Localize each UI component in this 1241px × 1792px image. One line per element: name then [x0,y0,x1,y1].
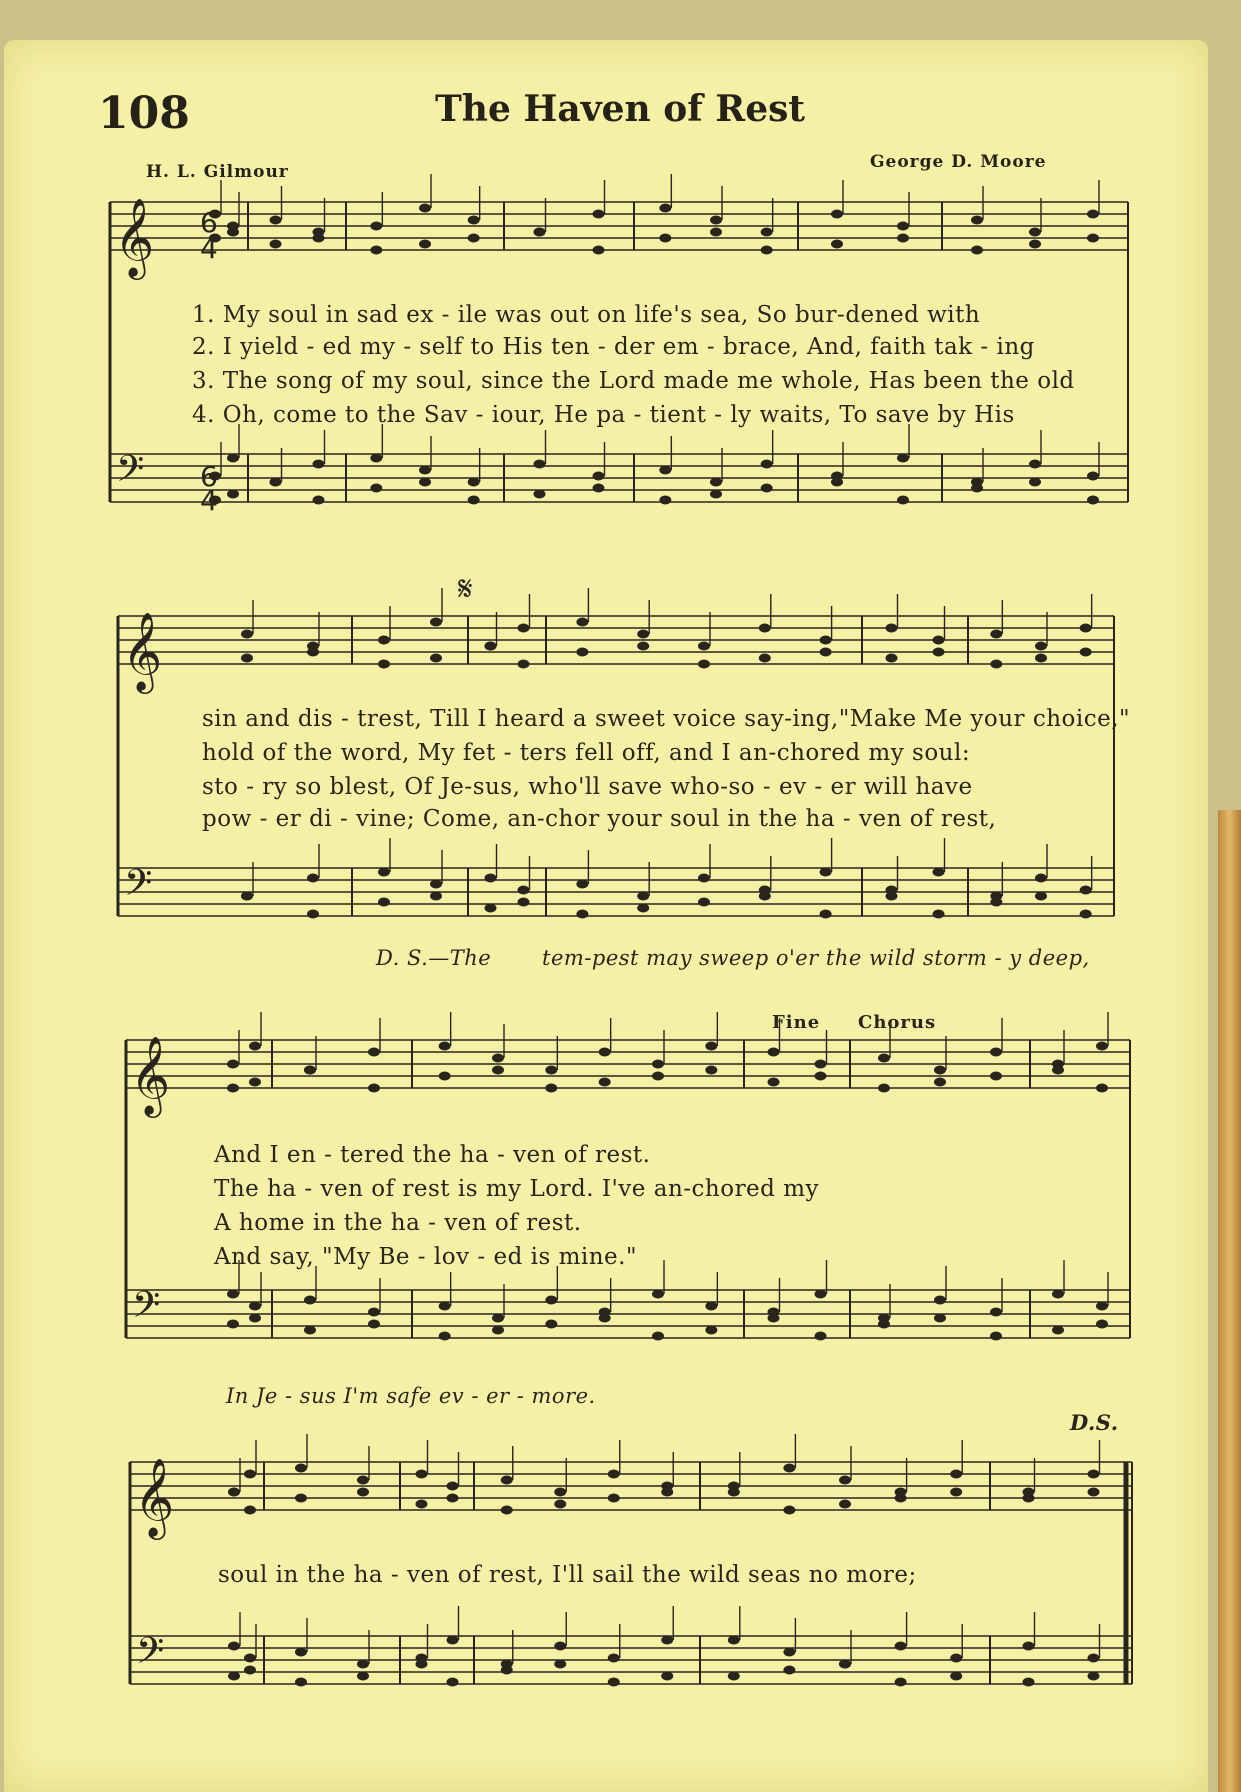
system4-treble-note [244,1470,256,1479]
verse4-line1: 4. Oh, come to the Sav - iour, He pa - tient - ly waits, To save by His [192,402,1015,428]
system2-treble-note [698,660,710,669]
system4-treble-note [228,1488,240,1497]
system3-bass-note [990,1332,1002,1341]
system1-bass-note [761,484,773,493]
system4-treble-note [295,1494,307,1503]
system2-bass-note [886,892,898,901]
system4-bass-note [554,1642,566,1651]
system4-bass-note [783,1648,795,1657]
time-signature-top: 6 [200,206,218,239]
system4-treble-note [447,1494,459,1503]
system3-bass-note [1096,1302,1108,1311]
system3-treble-note [599,1048,611,1057]
system4-bass-note [661,1672,673,1681]
system4-treble-note [950,1488,962,1497]
system3-bass-note [368,1320,380,1329]
system2-bass-note [430,892,442,901]
system1-bass-note [1087,496,1099,505]
system2-treble-note [1035,642,1047,651]
system2-bass-note [1035,874,1047,883]
system4-bass-note [1023,1678,1035,1687]
system3-bass-note [249,1314,261,1323]
system3-treble-note [815,1060,827,1069]
system2-treble-note [820,636,832,645]
system2-bass-note [485,874,497,883]
system2-treble-note [1080,624,1092,633]
system4-treble-note [839,1500,851,1509]
system2-bass-note [698,874,710,883]
system2-bass-note [759,892,771,901]
system1-treble-note [897,222,909,231]
system4-bass-note [295,1678,307,1687]
system4-treble-note [783,1506,795,1515]
verse2-line1: 2. I yield - ed my - self to His ten - der em - brace, And, faith tak - ing [192,334,1035,360]
system4-treble-note [244,1506,256,1515]
system2-treble-note [576,618,588,627]
ds-marking: D.S. [1070,1410,1119,1435]
system4-bass-note [839,1660,851,1669]
system4-bass-note [950,1672,962,1681]
system2-treble-note [241,654,253,663]
fine-marking: Fine [772,1012,821,1033]
system2-treble-note [378,636,390,645]
system2-bass-note [378,868,390,877]
verse4-line2: pow - er di - vine; Come, an-chor your soul in the ha - ven of rest, [202,806,997,832]
system2-treble-note [933,636,945,645]
system3-treble-note [439,1072,451,1081]
system3-treble-note [705,1066,717,1075]
system3-treble-note [249,1042,261,1051]
system4-treble-note [839,1476,851,1485]
system2-treble-note [990,630,1002,639]
system1-bass-note [593,484,605,493]
system4-bass-note [661,1636,673,1645]
system4-bass-note [950,1654,962,1663]
system2-treble-note [307,648,319,657]
system3-bass-note [815,1332,827,1341]
system3-treble-note [1096,1042,1108,1051]
system4-treble-note [950,1470,962,1479]
system3-treble-note [439,1042,451,1051]
system1-treble-note [313,234,325,243]
system1-treble-note [897,234,909,243]
system2-treble-note [430,618,442,627]
system3-treble-note [652,1060,664,1069]
system3-bass-note [304,1326,316,1335]
system1-treble-note [270,216,282,225]
system3-treble-note [934,1066,946,1075]
system4-bass-note [447,1678,459,1687]
system3-bass-note [878,1320,890,1329]
system1-bass-note [1087,472,1099,481]
author-credit: H. L. Gilmour [146,162,289,182]
system3-bass-note [545,1320,557,1329]
system4-bass-note [244,1666,256,1675]
system4-treble-note [728,1488,740,1497]
system3-treble-note [1052,1066,1064,1075]
verse3-line1: 3. The song of my soul, since the Lord made me whole, Has been the old [192,368,1075,394]
system3-bass-note [934,1296,946,1305]
system3-treble-note [768,1078,780,1087]
system3-treble-note [368,1048,380,1057]
system3-treble-note [934,1078,946,1087]
system2-treble-note [485,642,497,651]
system2-treble-note [886,654,898,663]
system3-bass-note [705,1326,717,1335]
system1-treble-note [419,204,431,213]
system4-bass-note [1088,1672,1100,1681]
system2-bass-note [430,880,442,889]
verse1-line3: And I en - tered the ha - ven of rest. [214,1142,651,1168]
ds-prefix: D. S.—The [376,946,492,970]
system4-bass-note [783,1666,795,1675]
system4-bass-clef: 𝄢 [136,1630,165,1681]
system1-bass-note [419,466,431,475]
system4-bass-note [728,1672,740,1681]
system2-treble-note [820,648,832,657]
system1-bass-note [370,454,382,463]
system1-treble-note [227,228,239,237]
system3-bass-note [249,1302,261,1311]
time-signature-bass-top: 6 [200,460,218,493]
system1-treble-note [1029,228,1041,237]
system4-bass-note [447,1636,459,1645]
system4-bass-note [895,1678,907,1687]
system3-bass-note [815,1290,827,1299]
verse2-line3: The ha - ven of rest is my Lord. I've an-chored my [214,1176,820,1202]
system4-bass-note [608,1654,620,1663]
system3-bass-note [652,1332,664,1341]
system3-bass-note [599,1314,611,1323]
system1-bass-note [1029,460,1041,469]
system1-treble-note [468,216,480,225]
system4-bass-note [501,1666,513,1675]
system2-bass-note [637,904,649,913]
system3-bass-note [1052,1326,1064,1335]
system1-bass-note [313,496,325,505]
system3-treble-note [990,1072,1002,1081]
system2-treble-note [759,654,771,663]
chorus-lyric-line: soul in the ha - ven of rest, I'll sail the wild seas no more; [218,1562,917,1588]
system1-treble-note [659,204,671,213]
system4-bass-note [228,1642,240,1651]
system4-bass-note [608,1678,620,1687]
system1-treble-note [370,222,382,231]
system1-bass-note [313,460,325,469]
system2-treble-note [378,660,390,669]
system1-treble-note [1029,240,1041,249]
system4-bass-note [728,1636,740,1645]
system3-treble-note [878,1084,890,1093]
time-signature-bass-bottom: 4 [200,484,218,517]
system4-bass-note [228,1672,240,1681]
system2-treble-note [1035,654,1047,663]
system3-treble-note [368,1084,380,1093]
system1-bass-note [534,460,546,469]
system2-bass-note [1035,892,1047,901]
system2-bass-note [485,904,497,913]
system4-treble-note [1088,1488,1100,1497]
system3-bass-note [492,1314,504,1323]
system4-treble-note [416,1470,428,1479]
system2-bass-note [990,898,1002,907]
system4-treble-note [501,1506,513,1515]
system2-treble-note [990,660,1002,669]
system1-treble-note [270,240,282,249]
system4-bass-note [357,1660,369,1669]
system1-treble-note [710,216,722,225]
system2-treble-note [1080,648,1092,657]
system1-bass-note [761,460,773,469]
system3-bass-note [304,1296,316,1305]
system1-bass-note [227,454,239,463]
system4-treble-note [1088,1470,1100,1479]
system3-treble-note [545,1084,557,1093]
system3-bass-note [227,1290,239,1299]
system1-bass-note [971,484,983,493]
system1-treble-note [710,228,722,237]
system2-bass-note [698,898,710,907]
system3-bass-note [705,1302,717,1311]
system3-bass-note [1052,1290,1064,1299]
ds-lyric-line1: tem-pest may sweep o'er the wild storm - y deep, [542,946,1090,970]
system1-treble-note [1087,234,1099,243]
system2-treble-note [430,654,442,663]
verse1-line1: 1. My soul in sad ex - ile was out on life's sea, So bur-dened with [192,302,981,328]
system4-treble-clef: 𝄞 [134,1458,175,1537]
system4-treble-note [783,1464,795,1473]
system2-bass-note [518,886,530,895]
system2-bass-note [241,892,253,901]
verse3-line3: A home in the ha - ven of rest. [214,1210,582,1236]
system4-treble-note [895,1494,907,1503]
system3-treble-note [705,1042,717,1051]
system2-treble-note [241,630,253,639]
system4-treble-note [1023,1494,1035,1503]
system1-bass-note [897,496,909,505]
chorus-marking: Chorus [858,1012,937,1033]
system1-bass-note [370,484,382,493]
system4-bass-note [244,1654,256,1663]
system2-treble-note [933,648,945,657]
system1-bass-note [468,478,480,487]
system2-bass-note [307,874,319,883]
system2-bass-note [637,892,649,901]
system2-bass-note [576,880,588,889]
verse4-line3: And say, "My Be - lov - ed is mine." [214,1244,638,1270]
system4-bass-note [554,1660,566,1669]
system3-bass-note [652,1290,664,1299]
system3-treble-note [492,1054,504,1063]
verse3-line2: sto - ry so blest, Of Je-sus, who'll save who-so - ev - er will have [202,774,973,800]
system2-bass-note [1080,886,1092,895]
system4-bass-note [416,1660,428,1669]
system1-bass-note [1029,478,1041,487]
system2-treble-note [637,642,649,651]
system2-bass-note [307,910,319,919]
system2-treble-note [759,624,771,633]
system3-treble-note [990,1048,1002,1057]
system1-treble-note [534,228,546,237]
system1-treble-note [971,216,983,225]
segno-icon: 𝄋 [458,569,473,609]
system4-bass-note [1023,1642,1035,1651]
system3-treble-note [815,1072,827,1081]
system3-bass-note [439,1332,451,1341]
system2-bass-note [576,910,588,919]
system3-bass-note [990,1308,1002,1317]
system4-bass-note [1088,1654,1100,1663]
system2-treble-note [698,642,710,651]
system1-treble-clef: 𝄞 [114,198,155,277]
system4-treble-note [447,1482,459,1491]
system4-bass-note [357,1672,369,1681]
time-signature-bottom: 4 [200,232,218,265]
system1-bass-note [419,478,431,487]
system3-treble-note [599,1078,611,1087]
system3-treble-note [652,1072,664,1081]
system3-treble-note [492,1066,504,1075]
system4-treble-note [554,1500,566,1509]
system3-treble-note [249,1078,261,1087]
hymn-title: The Haven of Rest [434,88,806,130]
system2-bass-note [820,910,832,919]
system4-treble-note [295,1464,307,1473]
system4-treble-note [661,1488,673,1497]
system1-bass-note [534,490,546,499]
system1-bass-note [227,490,239,499]
system2-bass-note [378,898,390,907]
system1-treble-note [831,240,843,249]
system3-bass-note [1096,1320,1108,1329]
hymn-number: 108 [98,88,190,139]
system1-treble-note [831,210,843,219]
composer-credit: George D. Moore [870,152,1047,172]
system4-treble-note [608,1470,620,1479]
system1-treble-note [659,234,671,243]
system1-bass-note [897,454,909,463]
system4-bass-note [895,1642,907,1651]
system4-bass-note [295,1648,307,1657]
system3-treble-note [1096,1084,1108,1093]
system1-treble-note [761,246,773,255]
system1-treble-note [370,246,382,255]
system3-bass-note [934,1314,946,1323]
system2-bass-note [518,898,530,907]
system3-treble-note [227,1084,239,1093]
system2-treble-note [518,660,530,669]
system2-bass-note [1080,910,1092,919]
system2-treble-note [637,630,649,639]
system1-bass-note [710,478,722,487]
system3-bass-note [227,1320,239,1329]
system1-treble-note [761,228,773,237]
system4-treble-note [501,1476,513,1485]
system2-treble-note [886,624,898,633]
system2-bass-clef: 𝄢 [124,862,153,913]
system1-treble-note [419,240,431,249]
system4-treble-note [357,1476,369,1485]
system4-treble-note [608,1494,620,1503]
system3-bass-note [439,1302,451,1311]
system1-bass-note [593,472,605,481]
system3-bass-note [768,1314,780,1323]
system3-treble-note [878,1054,890,1063]
system1-treble-note [1087,210,1099,219]
system1-bass-note [468,496,480,505]
system2-bass-note [820,868,832,877]
verse1-line2: sin and dis - trest, Till I heard a sweet voice say-ing,"Make Me your choice," [202,706,1131,732]
system3-bass-note [492,1326,504,1335]
ds-lyric-line2: In Je - sus I'm safe ev - er - more. [226,1384,596,1408]
system2-treble-note [576,648,588,657]
system1-bass-clef: 𝄢 [116,448,145,499]
system1-treble-note [971,246,983,255]
system1-bass-note [710,490,722,499]
system3-bass-clef: 𝄢 [132,1284,161,1335]
system3-treble-note [768,1048,780,1057]
system2-treble-note [518,624,530,633]
system2-treble-clef: 𝄞 [122,612,163,691]
system2-bass-note [933,910,945,919]
system1-bass-note [270,478,282,487]
system1-bass-note [659,496,671,505]
system4-treble-note [554,1488,566,1497]
system1-treble-note [593,210,605,219]
system2-bass-note [933,868,945,877]
system1-bass-note [831,478,843,487]
system3-treble-note [545,1066,557,1075]
system3-treble-clef: 𝄞 [130,1036,171,1115]
system1-treble-note [593,246,605,255]
system3-treble-note [304,1066,316,1075]
system1-treble-note [468,234,480,243]
system3-bass-note [545,1296,557,1305]
system3-treble-note [227,1060,239,1069]
verse2-line2: hold of the word, My fet - ters fell off, and I an-chored my soul: [202,740,971,766]
system1-bass-note [659,466,671,475]
system4-treble-note [357,1488,369,1497]
system4-treble-note [416,1500,428,1509]
system3-bass-note [368,1308,380,1317]
